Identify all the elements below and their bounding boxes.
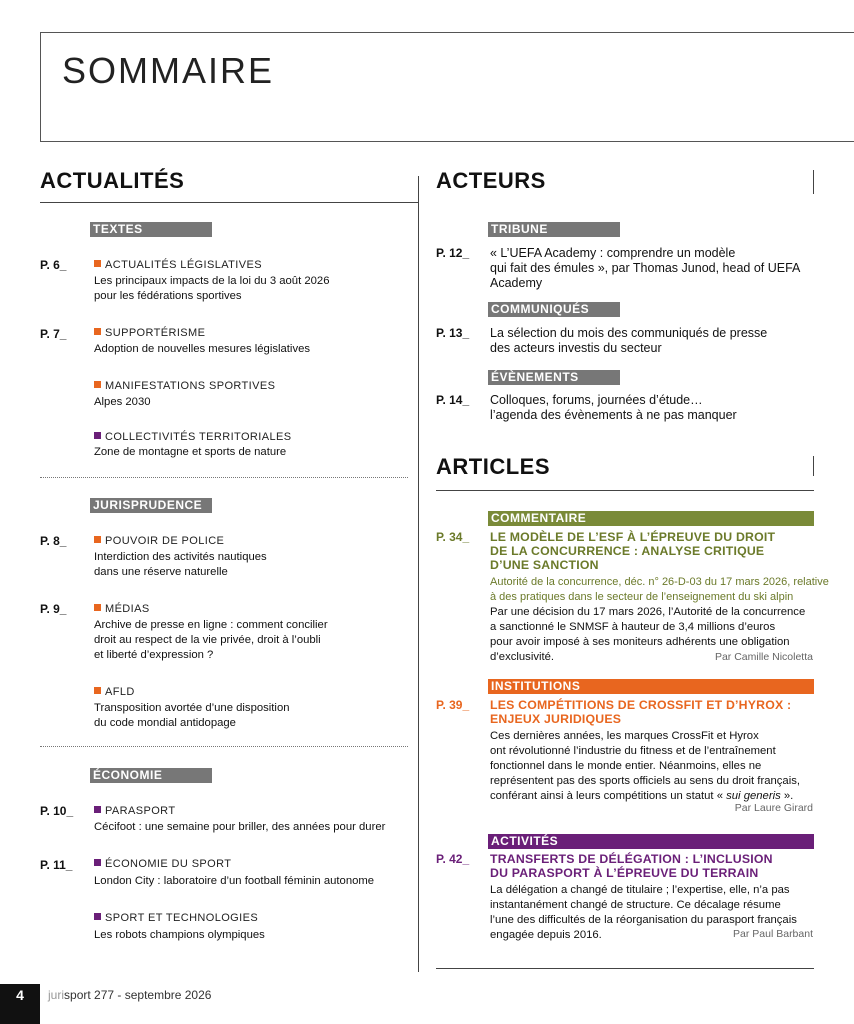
toc-category: PARASPORT xyxy=(94,805,175,817)
toc-entry[interactable]: Interdiction des activités nautiques dans une réserve naturelle xyxy=(94,551,267,578)
tag-communiques: COMMUNIQUÉS xyxy=(488,302,620,317)
section-acteurs-heading: ACTEURS xyxy=(436,168,546,193)
purple-square-icon xyxy=(94,913,101,920)
footer-issue: jurisport 277 - septembre 2026 xyxy=(48,988,212,1002)
toc-category: MANIFESTATIONS SPORTIVES xyxy=(94,380,275,392)
toc-entry[interactable]: Les robots champions olympiques xyxy=(94,929,265,941)
article-title[interactable]: TRANSFERTS DE DÉLÉGATION : L’INCLUSION DU PARASPORT À L’ÉPREUVE DU TERRAIN xyxy=(490,852,773,880)
orange-square-icon xyxy=(94,260,101,267)
page-ref[interactable]: P. 8_ xyxy=(40,534,67,548)
page-title: SOMMAIRE xyxy=(62,50,275,91)
articles-bottom-rule xyxy=(436,968,814,969)
tag-economie: ÉCONOMIE xyxy=(90,768,212,783)
page-ref[interactable]: P. 9_ xyxy=(40,602,67,616)
toc-entry[interactable]: Zone de montagne et sports de nature xyxy=(94,446,287,458)
page-ref[interactable]: P. 6_ xyxy=(40,258,67,272)
page-ref[interactable]: P. 13_ xyxy=(436,326,470,340)
article-summary: Ces dernières années, les marques CrossFit et Hyrox ont révolutionné l’industrie du fitness et de l’entraînement fonctionnel dans le monde entier. Néanmoins, elles ne représentent pas des sports officiels au sens du droit français, conférant ainsi à leurs compétitions un statut « sui generis ». xyxy=(490,730,800,802)
column-divider xyxy=(418,176,419,972)
tag-textes: TEXTES xyxy=(90,222,212,237)
tag-commentaire: COMMENTAIRE xyxy=(488,511,814,526)
orange-square-icon xyxy=(94,381,101,388)
toc-category: SUPPORTÉRISME xyxy=(94,327,205,339)
toc-category: SPORT ET TECHNOLOGIES xyxy=(94,912,258,924)
article-title[interactable]: LE MODÈLE DE L’ESF À L’ÉPREUVE DU DROIT DE LA CONCURRENCE : ANALYSE CRITIQUE D’UNE SANCTION xyxy=(490,530,776,572)
page-ref[interactable]: P. 12_ xyxy=(436,246,470,260)
toc-entry[interactable]: Adoption de nouvelles mesures législatives xyxy=(94,343,311,355)
toc-category: ACTUALITÉS LÉGISLATIVES xyxy=(94,259,262,271)
toc-entry[interactable]: Cécifoot : une semaine pour briller, des années pour durer xyxy=(94,821,386,833)
toc-entry[interactable]: Archive de presse en ligne : comment concilier droit au respect de la vie privée, droit à l’oubli et liberté d’expression ? xyxy=(94,619,328,661)
orange-square-icon xyxy=(94,328,101,335)
orange-square-icon xyxy=(94,687,101,694)
toc-category: MÉDIAS xyxy=(94,603,150,615)
purple-square-icon xyxy=(94,806,101,813)
toc-entry[interactable]: Les principaux impacts de la loi du 3 août 2026 pour les fédérations sportives xyxy=(94,275,330,302)
page-ref[interactable]: P. 42_ xyxy=(436,852,470,866)
article-author: Par Laure Girard xyxy=(734,802,813,814)
page-ref[interactable]: P. 7_ xyxy=(40,327,67,341)
toc-category: ÉCONOMIE DU SPORT xyxy=(94,858,231,870)
dotted-separator xyxy=(40,477,408,478)
toc-category: COLLECTIVITÉS TERRITORIALES xyxy=(94,431,291,443)
acteurs-rule xyxy=(813,170,814,194)
tag-evenements: ÉVÈNEMENTS xyxy=(488,370,620,385)
toc-entry[interactable]: London City : laboratoire d’un football féminin autonome xyxy=(94,875,375,887)
page-ref[interactable]: P. 34_ xyxy=(436,530,470,544)
actualites-underline xyxy=(40,202,419,203)
toc-entry[interactable]: Colloques, forums, journées d’étude… l’agenda des évènements à ne pas manquer xyxy=(490,393,737,422)
purple-square-icon xyxy=(94,859,101,866)
toc-entry[interactable]: Alpes 2030 xyxy=(94,396,151,408)
toc-entry[interactable]: La sélection du mois des communiqués de presse des acteurs investis du secteur xyxy=(490,326,768,355)
toc-category: AFLD xyxy=(94,686,135,698)
page-ref[interactable]: P. 14_ xyxy=(436,393,470,407)
article-reference: Autorité de la concurrence, déc. n° 26-D-03 du 17 mars 2026, relative à des pratiques dans le secteur de l’enseignement du ski alpin xyxy=(490,576,829,603)
articles-underline xyxy=(436,490,814,491)
article-author: Par Paul Barbant xyxy=(733,928,813,940)
tag-jurisprudence: JURISPRUDENCE xyxy=(90,498,212,513)
toc-category: POUVOIR DE POLICE xyxy=(94,535,224,547)
toc-entry[interactable]: « L’UEFA Academy : comprendre un modèle qui fait des émules », par Thomas Junod, head of UEFA Academy xyxy=(490,246,801,290)
articles-rule xyxy=(813,456,814,476)
tag-tribune: TRIBUNE xyxy=(488,222,620,237)
page-ref[interactable]: P. 10_ xyxy=(40,804,74,818)
dotted-separator xyxy=(40,746,408,747)
tag-activites: ACTIVITÉS xyxy=(488,834,814,849)
page-ref[interactable]: P. 39_ xyxy=(436,698,470,712)
orange-square-icon xyxy=(94,536,101,543)
article-title[interactable]: LES COMPÉTITIONS DE CROSSFIT ET D’HYROX : ENJEUX JURIDIQUES xyxy=(490,698,792,726)
article-summary: La délégation a changé de titulaire ; l’expertise, elle, n’a pas instantanément changé de structure. Ce décalage résume l’une des difficultés de la réorganisation du parasport français engagée depuis 2016. xyxy=(490,884,797,941)
page-number: 4 xyxy=(0,984,40,1024)
section-actualites-heading: ACTUALITÉS xyxy=(40,168,185,193)
orange-square-icon xyxy=(94,604,101,611)
purple-square-icon xyxy=(94,432,101,439)
article-author: Par Camille Nicoletta xyxy=(714,651,813,663)
toc-entry[interactable]: Transposition avortée d’une disposition du code mondial antidopage xyxy=(94,702,290,729)
section-articles-heading: ARTICLES xyxy=(436,454,550,479)
page-ref[interactable]: P. 11_ xyxy=(40,858,73,872)
tag-institutions: INSTITUTIONS xyxy=(488,679,814,694)
article-summary: Par une décision du 17 mars 2026, l’Autorité de la concurrence a sanctionné le SNMSF à hauteur de 3,4 millions d’euros pour avoir imposé à ses moniteurs adhérents une obligation d’exclusivité. xyxy=(490,606,806,663)
